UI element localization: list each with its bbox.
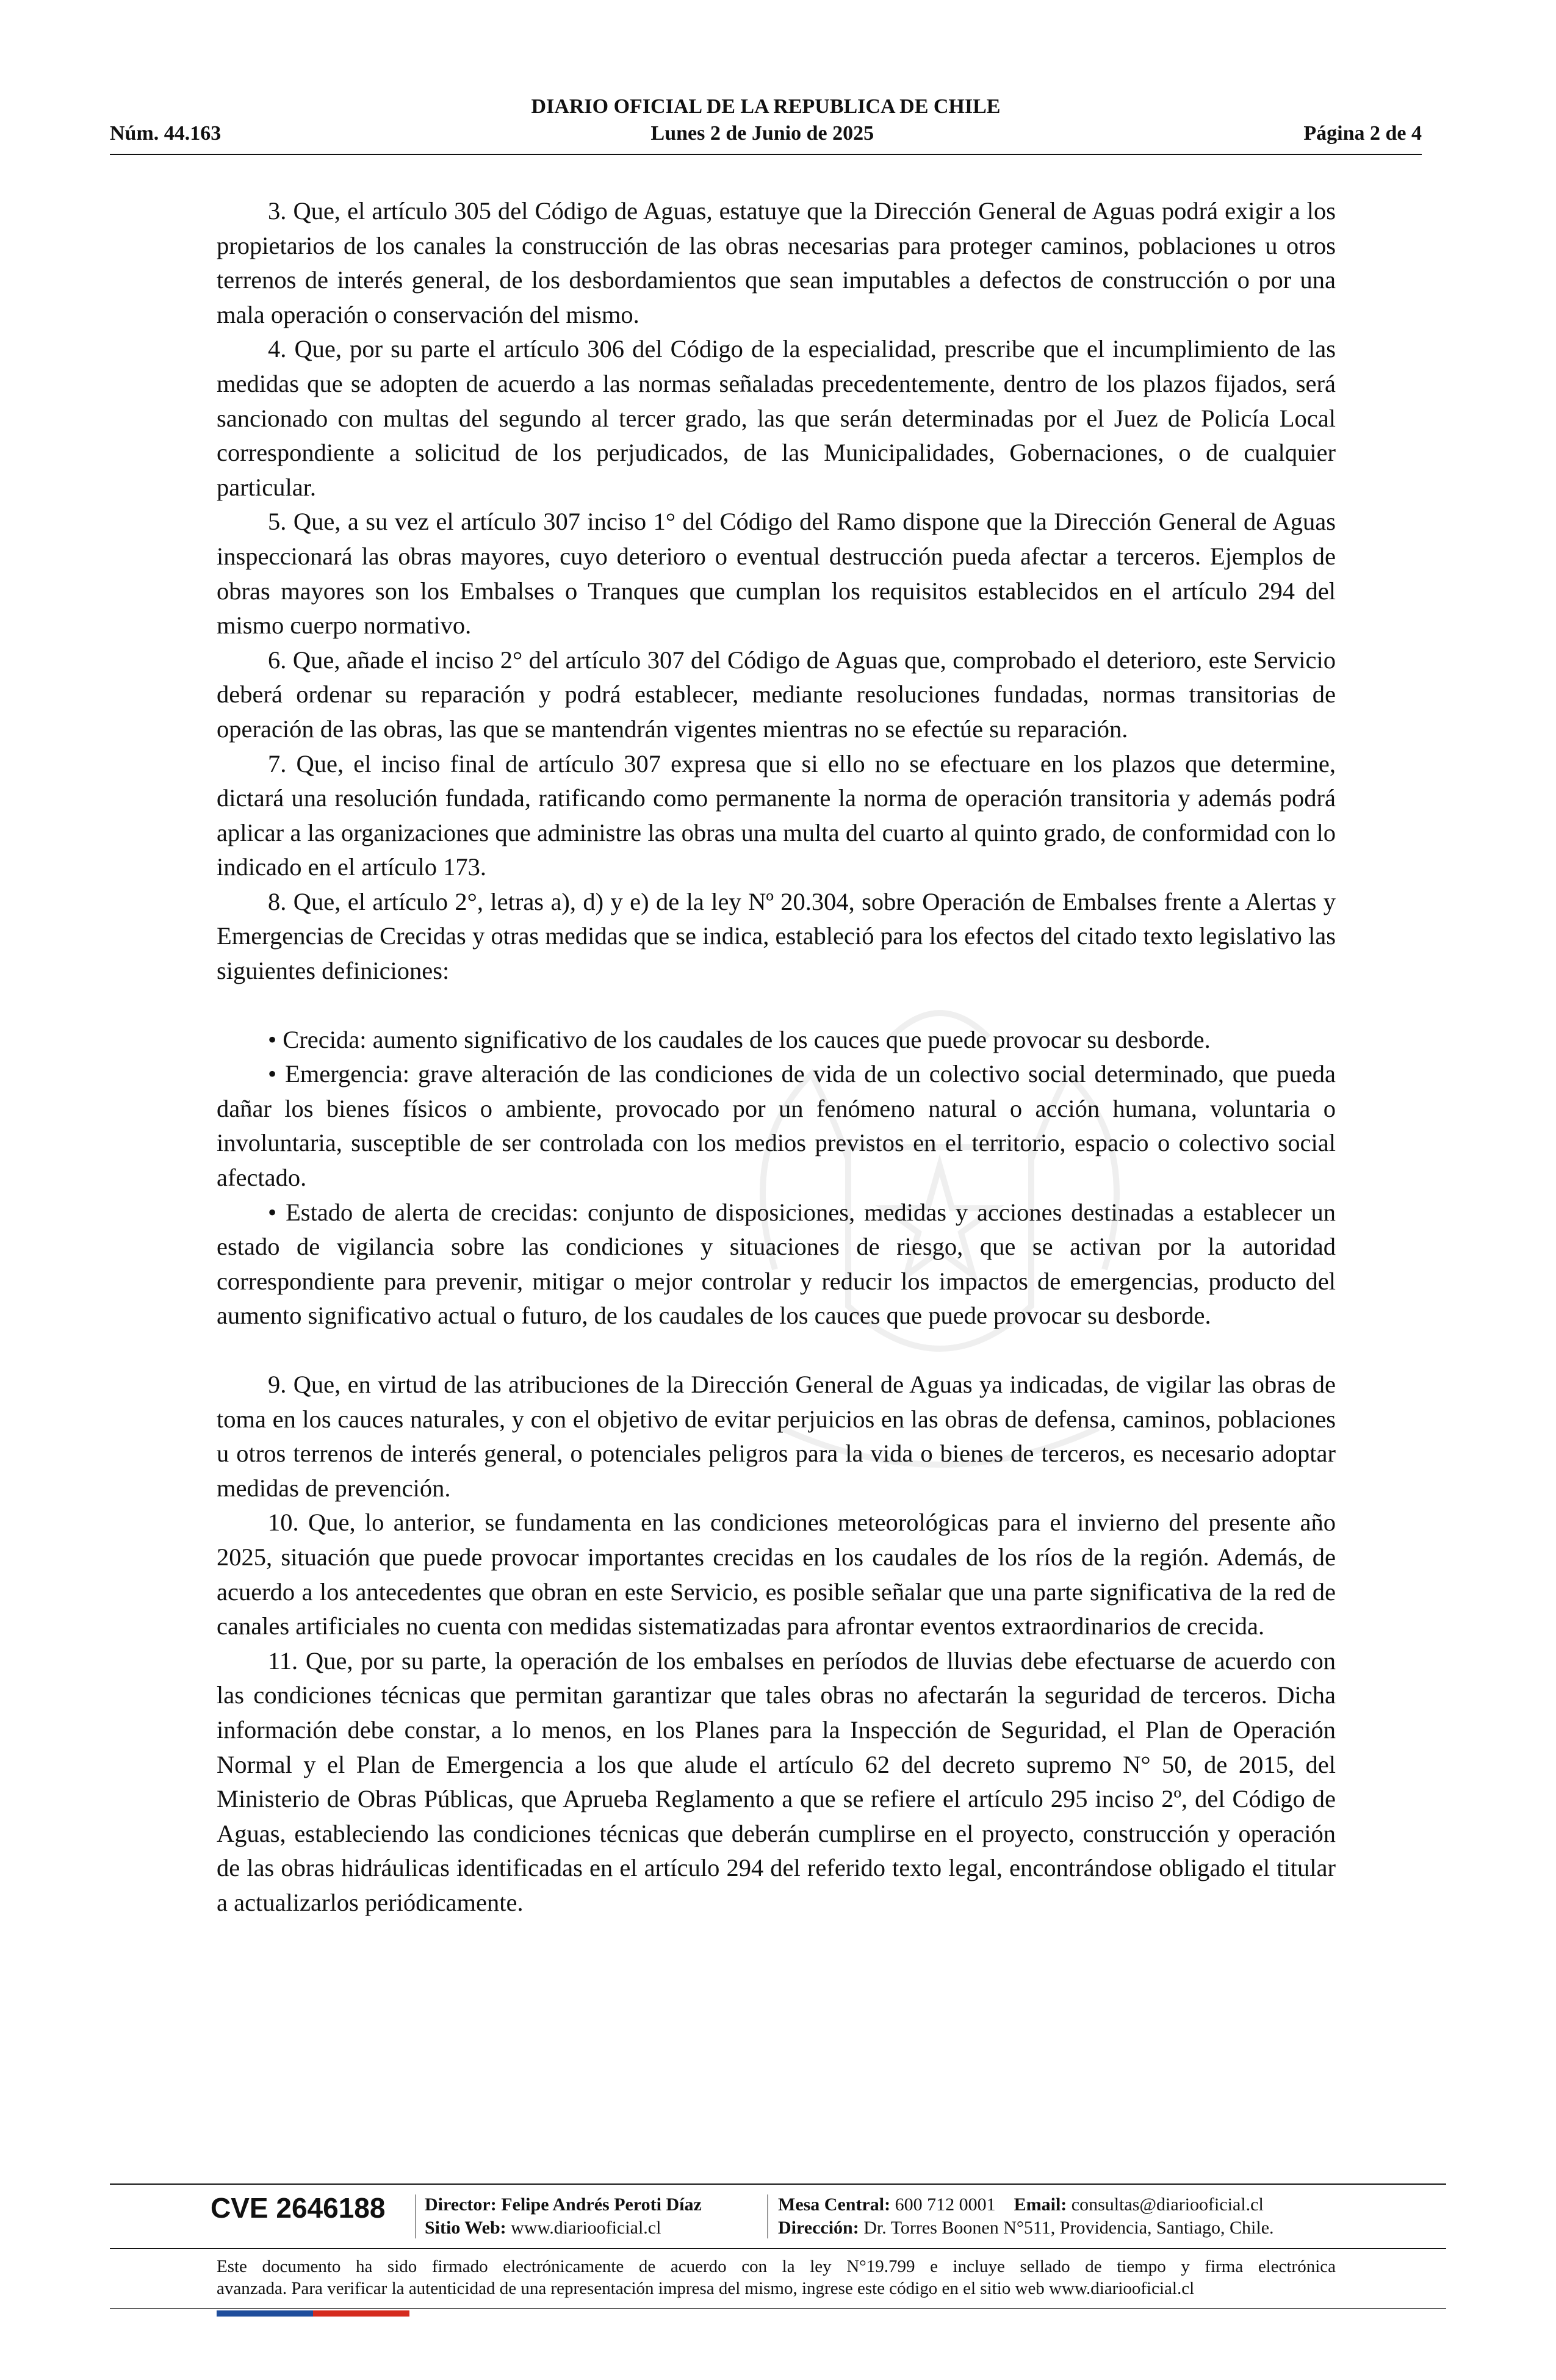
phone-number: 600 712 0001 — [895, 2194, 996, 2215]
paragraph: 6. Que, añade el inciso 2° del artículo 307 del Código de Aguas que, comprobado el deterioro, este Servicio deberá ordenar su reparación y podrá establecer, mediante resoluciones fundadas, normas transitorias de operación de las obras, las que se mantendrán vigentes mientras no se efectúe su reparación. — [217, 646, 1336, 743]
footer-divider-top — [110, 2183, 1446, 2185]
flag-blue-segment — [217, 2310, 313, 2317]
director-name: Felipe Andrés Peroti Díaz — [501, 2194, 702, 2215]
phone-label: Mesa Central: — [778, 2194, 891, 2215]
paragraph: 10. Que, lo anterior, se fundamenta en las condiciones meteorológicas para el invierno del presente año 2025, situación que puede provocar importantes crecidas en los caudales de los ríos de la región. Además, de acuerdo a los antecedentes que obran en este Servicio, es posible señalar que una parte significativa de la red de canales artificiales no cuenta con medidas sistematizadas para afrontar eventos extraordinarios de crecida. — [217, 1509, 1336, 1640]
bullet-item: • Emergencia: grave alteración de las condiciones de vida de un colectivo social determinado, que pueda dañar los bienes físicos o ambiente, provocado por un fenómeno natural o acción humana, voluntaria o involuntaria, susceptible de ser controlada con los medios previstos en el territorio, espacio o colectivo social afectado. — [217, 1060, 1336, 1192]
issue-date: Lunes 2 de Junio de 2025 — [650, 122, 874, 145]
footer-divider-bottom — [110, 2308, 1446, 2309]
paragraph: 11. Que, por su parte, la operación de los embalses en períodos de lluvias debe efectuarse de acuerdo con las condiciones técnicas que permitan garantizar que tales obras no afectarán la seguridad de terceros. Dicha información debe constar, a lo menos, en los Planes para la Inspección de Seguridad, el Plan de Operación Normal y el Plan de Emergencia a los que alude el artículo 62 del decreto supremo N° 50, de 2015, del Ministerio de Obras Públicas, que Aprueba Reglamento a que se refiere el artículo 295 inciso 2º, del Código de Aguas, estableciendo las condiciones técnicas que deberán cumplirse en el proyecto, construcción y operación de las obras hidráulicas identificadas en el artículo 294 del referido texto legal, encontrándose obligado el titular a actualizarlos periódicamente. — [217, 1646, 1336, 1916]
paragraph: 9. Que, en virtud de las atribuciones de la Dirección General de Aguas ya indicadas, de vigilar las obras de toma en los cauces naturales, y con el objetivo de evitar perjuicios en las obras de defensa, caminos, poblaciones u otros terrenos de interés general, o potenciales peligros para la vida o bienes de terceros, es necesario adoptar medidas de prevención. — [217, 1371, 1336, 1502]
bullet-item: • Estado de alerta de crecidas: conjunto de disposiciones, medidas y acciones destinadas a establecer un estado de vigilancia sobre las condiciones y situaciones de riesgo, que se activan por la autoridad correspondiente para prevenir, mitigar o mejor controlar y reducir los impactos de emergencias, producto del aumento significativo actual o futuro, de los caudales de los cauces que puede provocar su desborde. — [217, 1198, 1336, 1330]
paragraph: 3. Que, el artículo 305 del Código de Aguas, estatuye que la Dirección General de Aguas podrá exigir a los propietarios de los canales la construcción de las obras necesarias para proteger caminos, poblaciones u otros terrenos de interés general, de los desbordamientos que sean imputables a defectos de construcción o por una mala operación o conservación del mismo. — [217, 197, 1336, 328]
header-divider — [110, 154, 1422, 155]
contact-line — [778, 2193, 1264, 2216]
website-label: Sitio Web: — [425, 2218, 506, 2238]
address-line — [778, 2216, 1274, 2240]
issue-number: Núm. 44.163 — [110, 122, 222, 145]
footer-divider-middle — [110, 2248, 1446, 2249]
header-row — [110, 122, 1422, 145]
flag-red-segment — [313, 2310, 409, 2317]
address-text: Dr. Torres Boonen N°511, Providencia, Santiago, Chile. — [863, 2218, 1274, 2238]
paragraph: 5. Que, a su vez el artículo 307 inciso 1° del Código del Ramo dispone que la Dirección General de Aguas inspeccionará las obras mayores, cuyo deterioro o eventual destrucción pueda afectar a terceros. Ejemplos de obras mayores son los Embalses o Tranques que cumplan los requisitos establecidos en el artículo 294 del mismo cuerpo normativo. — [217, 508, 1336, 640]
paragraph: 4. Que, por su parte el artículo 306 del Código de la especialidad, prescribe que el incumplimiento de las medidas que se adopten de acuerdo a las normas señaladas precedentemente, dentro de los plazos fijados, será sancionado con multas del segundo al tercer grado, las que serán determinadas por el Juez de Policía Local correspondiente a solicitud de los perjudicados, de las Municipalidades, Gobernaciones, o de cualquier particular. — [217, 335, 1336, 501]
director-label: Director: — [425, 2194, 497, 2215]
cve-code: CVE 2646188 — [211, 2192, 386, 2224]
email-link[interactable]: consultas@diariooficial.cl — [1071, 2194, 1264, 2215]
website-link[interactable]: www.diariooficial.cl — [511, 2218, 661, 2238]
signature-disclaimer: Este documento ha sido firmado electrónicamente de acuerdo con la ley N°19.799 e incluye sellado de tiempo y firma electrónica — [217, 2257, 1336, 2276]
paragraph: 7. Que, el inciso final de artículo 307 expresa que si ello no se efectuare en los plazos que determine, dictará una resolución fundada, ratificando como permanente la norma de operación transitoria y además podrá aplicar a las organizaciones que administre las obras una multa del cuarto al quinto grado, de conformidad con lo indicado en el artículo 173. — [217, 749, 1336, 881]
flag-color-bar — [217, 2310, 409, 2317]
footer-separator — [767, 2194, 768, 2238]
paragraph: 8. Que, el artículo 2°, letras a), d) y e) de la ley Nº 20.304, sobre Operación de Embalses frente a Alertas y Emergencias de Crecidas y otras medidas que se indica, estableció para los efectos del citado texto legislativo las siguientes definiciones: — [217, 887, 1336, 985]
footer-separator — [415, 2194, 416, 2238]
director-line — [425, 2193, 702, 2216]
page-indicator: Página 2 de 4 — [1303, 122, 1422, 145]
address-label: Dirección: — [778, 2218, 859, 2238]
email-label: Email: — [1014, 2194, 1067, 2215]
verification-disclaimer: avanzada. Para verificar la autenticidad de una representación impresa del mismo, ingrese este código en el sitio web www.diariooficial.cl — [217, 2279, 1195, 2298]
website-line — [425, 2216, 661, 2240]
document-body — [217, 194, 1336, 1920]
newspaper-title: DIARIO OFICIAL DE LA REPUBLICA DE CHILE — [531, 95, 1001, 118]
bullet-item: • Crecida: aumento significativo de los caudales de los cauces que puede provocar su desborde. — [268, 1025, 1211, 1053]
